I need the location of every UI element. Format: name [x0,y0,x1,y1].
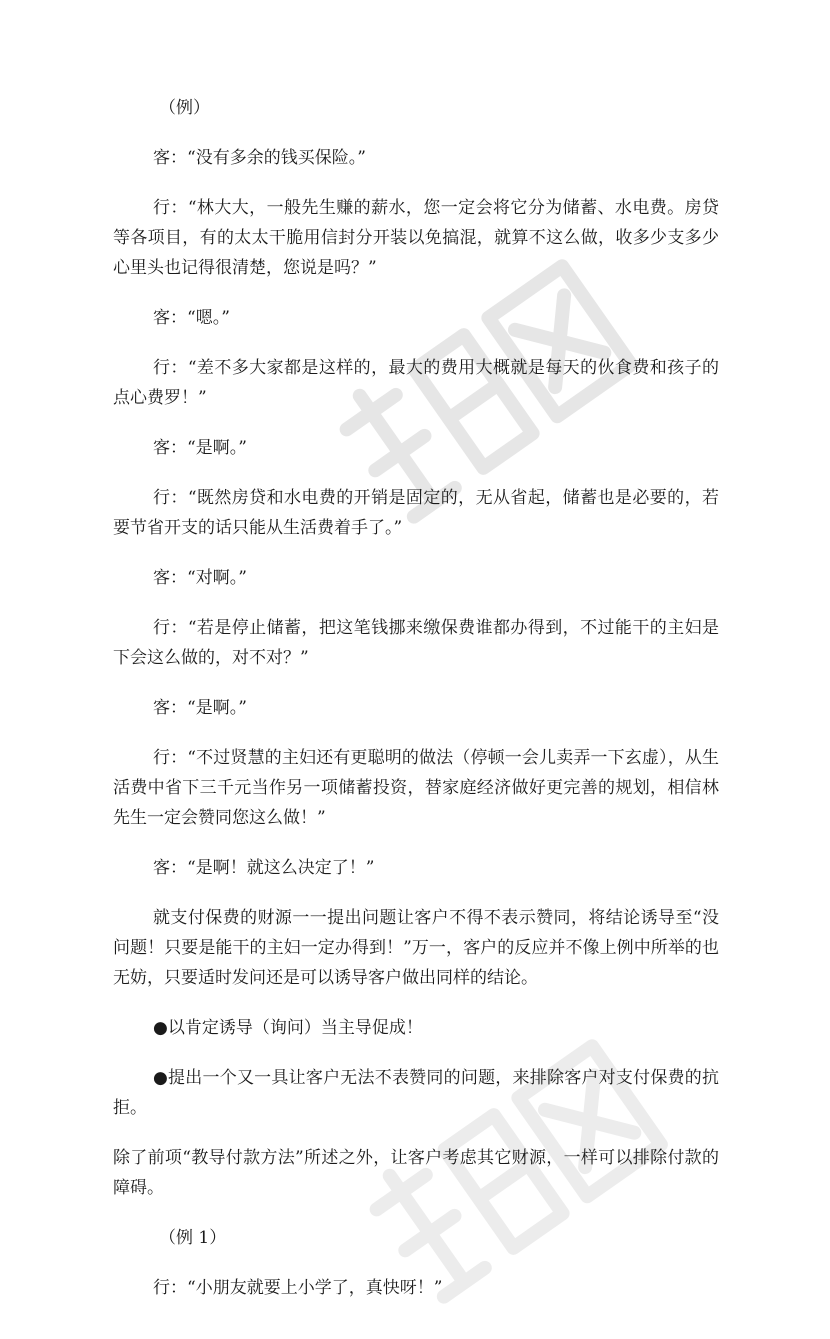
dialogue-line-agent: 行：“既然房贷和水电费的开销是固定的，无从省起，储蓄也是必要的，若要节省开支的话只能从生活费着手了。” [113,488,719,538]
bullet-point: ●以肯定诱导（询问）当主导促成！ [153,1018,423,1038]
dialogue-line-customer: 客：“对啊。” [153,568,247,588]
document-body [113,93,719,1323]
example-label: （例 1） [159,1228,227,1248]
dialogue-line-agent: 行：“小朋友就要上小学了，真快呀！” [153,1278,443,1298]
dialogue-line-customer: 客：“嗯。” [153,308,230,328]
dialogue-line-customer: 客：“是啊。” [153,698,247,718]
example-label: （例） [159,98,210,118]
dialogue-line-customer: 客：“没有多余的钱买保险。” [153,148,366,168]
dialogue-line-customer: 客：“是啊！就这么决定了！” [153,858,375,878]
dialogue-line-agent: 行：“林大大，一般先生赚的薪水，您一定会将它分为储蓄、水电费。房贷等各项目，有的太太干脆用信封分开装以免搞混，就算不这么做，收多少支多少心里头也记得很清楚，您说是吗？” [113,198,719,278]
dialogue-line-agent: 行：“不过贤慧的主妇还有更聪明的做法（停顿一会儿卖弄一下玄虚），从生活费中省下三千元当作另一项储蓄投资，替家庭经济做好更完善的规划，相信林先生一定会赞同您这么做！” [113,748,719,828]
body-paragraph: 除了前项“教导付款方法”所述之外，让客户考虑其它财源，一样可以排除付款的障碍。 [113,1148,719,1198]
bullet-point: ●提出一个又一具让客户无法不表赞同的问题，来排除客户对支付保费的抗拒。 [113,1068,719,1118]
dialogue-line-customer: 客：“是啊。” [153,438,247,458]
body-paragraph: 就支付保费的财源一一提出问题让客户不得不表示赞同，将结论诱导至“没问题！只要是能干的主妇一定办得到！”万一，客户的反应并不像上例中所举的也无妨，只要适时发问还是可以诱导客户做出同样的结论。 [113,908,719,988]
dialogue-line-agent: 行：“差不多大家都是这样的，最大的费用大概就是每天的伙食费和孩子的点心费罗！” [113,358,719,408]
dialogue-line-agent: 行：“若是停止储蓄，把这笔钱挪来缴保费谁都办得到，不过能干的主妇是下会这么做的，对不对？” [113,618,719,668]
